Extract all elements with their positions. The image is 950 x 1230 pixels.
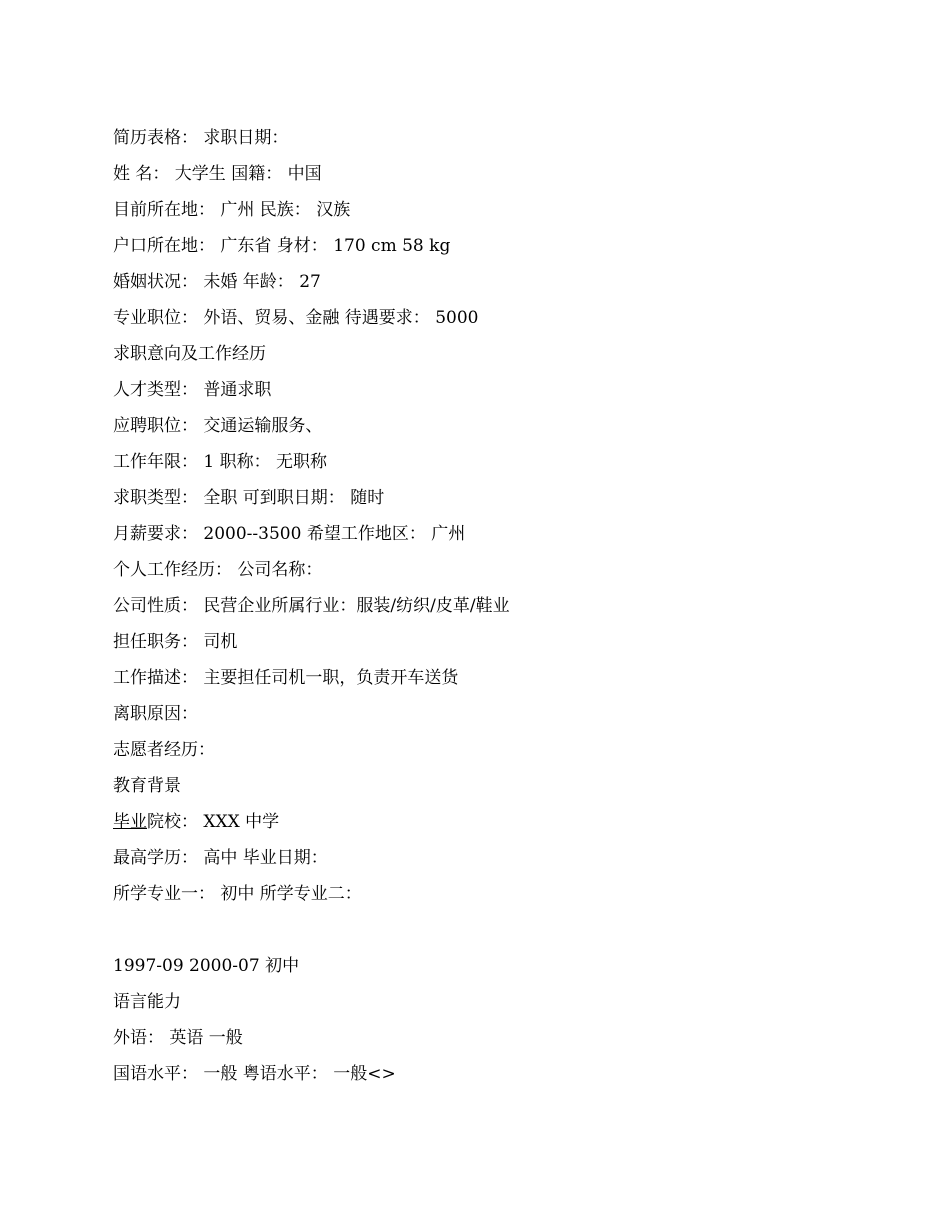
school-line [113,810,873,846]
text-line: 户口所在地： 广东省 身材： 170 cm 58 kg [113,236,451,256]
text-line: 工作年限： 1 职称： 无职称 [113,452,328,472]
text-line: 最高学历： 高中 毕业日期： [113,848,328,868]
text-line: 担任职务： 司机 [113,632,238,652]
text-line: 求职类型： 全职 可到职日期： 随时 [113,488,385,508]
text-line: 所学专业一： 初中 所学专业二： [113,884,362,904]
section-heading: 教育背景 [113,776,181,796]
text-line: 1997-09 2000-07 初中 [113,956,300,976]
text-line: 个人工作经历： 公司名称： [113,560,323,580]
text-line: 外语： 英语 一般 [113,1028,243,1048]
school-label-underlined: 毕业 [113,812,147,832]
text-line: 专业职位： 外语、贸易、金融 待遇要求： 5000 [113,308,479,328]
section-heading: 语言能力 [113,992,181,1012]
text-line: 离职原因： [113,704,198,724]
text-line: 工作描述： 主要担任司机一职，负责开车送货 [113,668,459,688]
text-line: 国语水平： 一般 粤语水平： 一般<> [113,1064,396,1084]
text-line: 姓 名： 大学生 国籍： 中国 [113,164,322,184]
text-line: 公司性质： 民营企业所属行业：服装/纺织/皮革/鞋业 [113,596,510,616]
text-line: 人才类型： 普通求职 [113,380,272,400]
school-label-rest: 院校： XXX 中学 [147,812,280,832]
text-line: 目前所在地： 广州 民族： 汉族 [113,200,351,220]
section-heading: 求职意向及工作经历 [113,344,266,364]
text-line: 应聘职位： 交通运输服务、 [113,416,323,436]
text-line: 婚姻状况： 未婚 年龄： 27 [113,272,321,292]
text-line: 志愿者经历： [113,740,215,760]
text-line: 月薪要求： 2000--3500 希望工作地区： 广州 [113,524,466,544]
text-line: 简历表格： 求职日期： [113,128,289,148]
resume-content [113,126,873,1098]
blank-line [113,918,873,954]
